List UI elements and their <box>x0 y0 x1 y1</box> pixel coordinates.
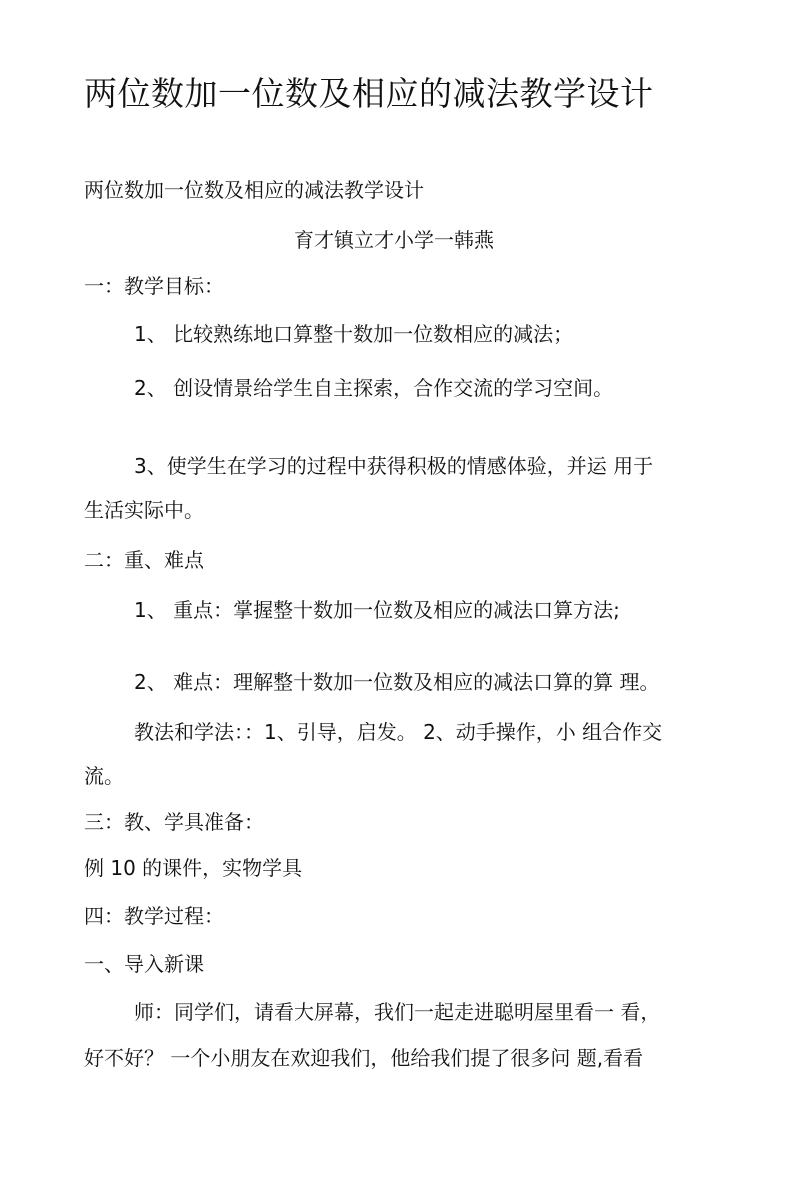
key-point-item-2: 2、 难点：理解整十数加一位数及相应的减法口算的算 理。 <box>134 670 660 694</box>
goal-item-3-line-1: 3、使学生在学习的过程中获得积极的情感体验，并运 用于 <box>134 454 654 478</box>
section-heading-goals: 一：教学目标： <box>84 274 224 298</box>
methods-line-2: 流。 <box>84 764 124 788</box>
goal-item-3-line-2: 生活实际中。 <box>84 498 204 522</box>
subheading-intro: 一、导入新课 <box>84 952 204 976</box>
section-heading-materials: 三：教、学具准备： <box>84 810 264 834</box>
author-line: 育才镇立才小学一韩燕 <box>294 228 494 252</box>
document-subtitle: 两位数加一位数及相应的减法教学设计 <box>84 178 424 202</box>
section-heading-process: 四：教学过程： <box>84 904 224 928</box>
intro-paragraph-line-1: 师：同学们，请看大屏幕，我们一起走进聪明屋里看一 看， <box>134 1000 661 1024</box>
intro-paragraph-line-2: 好不好？ 一个小朋友在欢迎我们，他给我们提了很多问 题,看看 <box>84 1046 644 1070</box>
key-point-item-1: 1、 重点：掌握整十数加一位数及相应的减法口算方法; <box>134 598 620 622</box>
goal-item-1: 1、 比较熟练地口算整十数加一位数相应的减法； <box>134 322 574 346</box>
methods-line-1: 教法和学法：：1、引导，启发。 2、动手操作，小 组合作交 <box>134 720 663 744</box>
materials-text: 例 10 的课件，实物学具 <box>84 856 303 880</box>
goal-item-2: 2、 创设情景给学生自主探索，合作交流的学习空间。 <box>134 376 614 400</box>
section-heading-key-points: 二：重、难点 <box>84 548 204 572</box>
document-title: 两位数加一位数及相应的减法教学设计 <box>84 74 654 113</box>
